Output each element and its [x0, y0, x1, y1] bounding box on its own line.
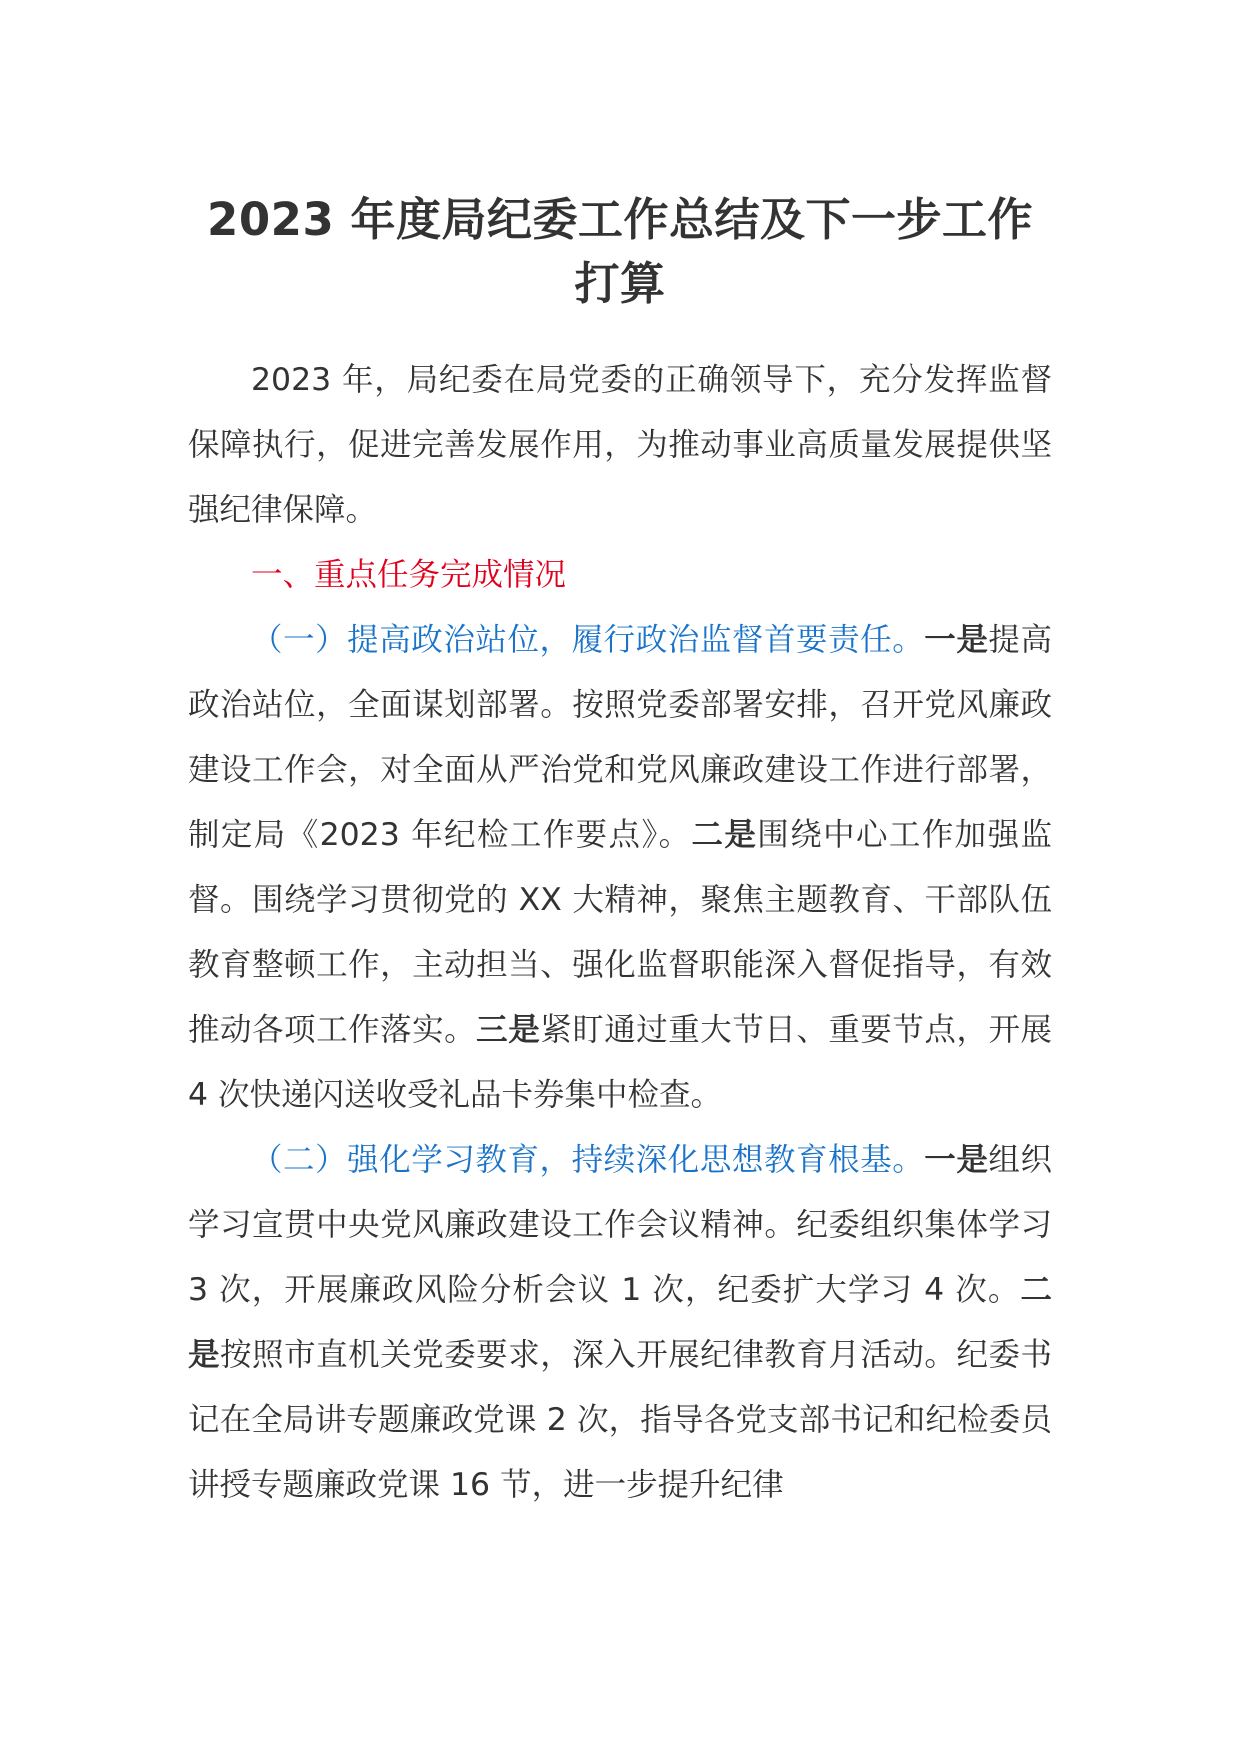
- point-marker: 三是: [476, 1012, 541, 1048]
- point-marker: 二是: [691, 817, 758, 853]
- intro-paragraph: 2023 年，局纪委在局党委的正确领导下，充分发挥监督保障执行，促进完善发展作用，为推动事业高质量发展提供坚强纪律保障。: [188, 362, 1052, 528]
- point-text: 紧盯通过重大节日、重要节点，开展 4 次快递闪送收受礼品卡券集中检查。: [188, 1012, 1052, 1113]
- point-marker: 一是: [924, 1142, 989, 1178]
- subsection-2-heading: （二）强化学习教育，持续深化思想教育根基。: [251, 1142, 925, 1178]
- point-marker: 一是: [924, 622, 989, 658]
- title-line-2: 打算: [574, 257, 666, 310]
- point-text: 组织学习宣贯中央党风廉政建设工作会议精神。纪委组织集体学习 3 次，开展廉政风险分析会议 1 次，纪委扩大学习 4 次。: [188, 1142, 1052, 1308]
- subsection-2-paragraph: [188, 1128, 1052, 1518]
- point-text: 提高政治站位，全面谋划部署。按照党委部署安排，召开党风廉政建设工作会，对全面从严治党和党风廉政建设工作进行部署，制定局《2023 年纪检工作要点》。: [188, 622, 1052, 853]
- subsection-1-paragraph: [188, 608, 1052, 1128]
- point-text: 按照市直机关党委要求，深入开展纪律教育月活动。纪委书记在全局讲专题廉政党课 2 次，指导各党支部书记和纪检委员讲授专题廉政党课 16 节，进一步提升纪律: [188, 1337, 1052, 1503]
- title-line-1: 2023 年度局纪委工作总结及下一步工作: [207, 193, 1033, 246]
- section-heading: 一、重点任务完成情况: [251, 557, 567, 593]
- point-text: 围绕中心工作加强监督。围绕学习贯彻党的 XX 大精神，聚焦主题教育、干部队伍教育整顿工作，主动担当、强化监督职能深入督促指导，有效推动各项工作落实。: [188, 817, 1052, 1048]
- subsection-1-heading: （一）提高政治站位，履行政治监督首要责任。: [251, 622, 925, 658]
- document-body: [188, 348, 1052, 1518]
- point-marker: 二是: [188, 1272, 1052, 1373]
- document-title: [188, 188, 1052, 316]
